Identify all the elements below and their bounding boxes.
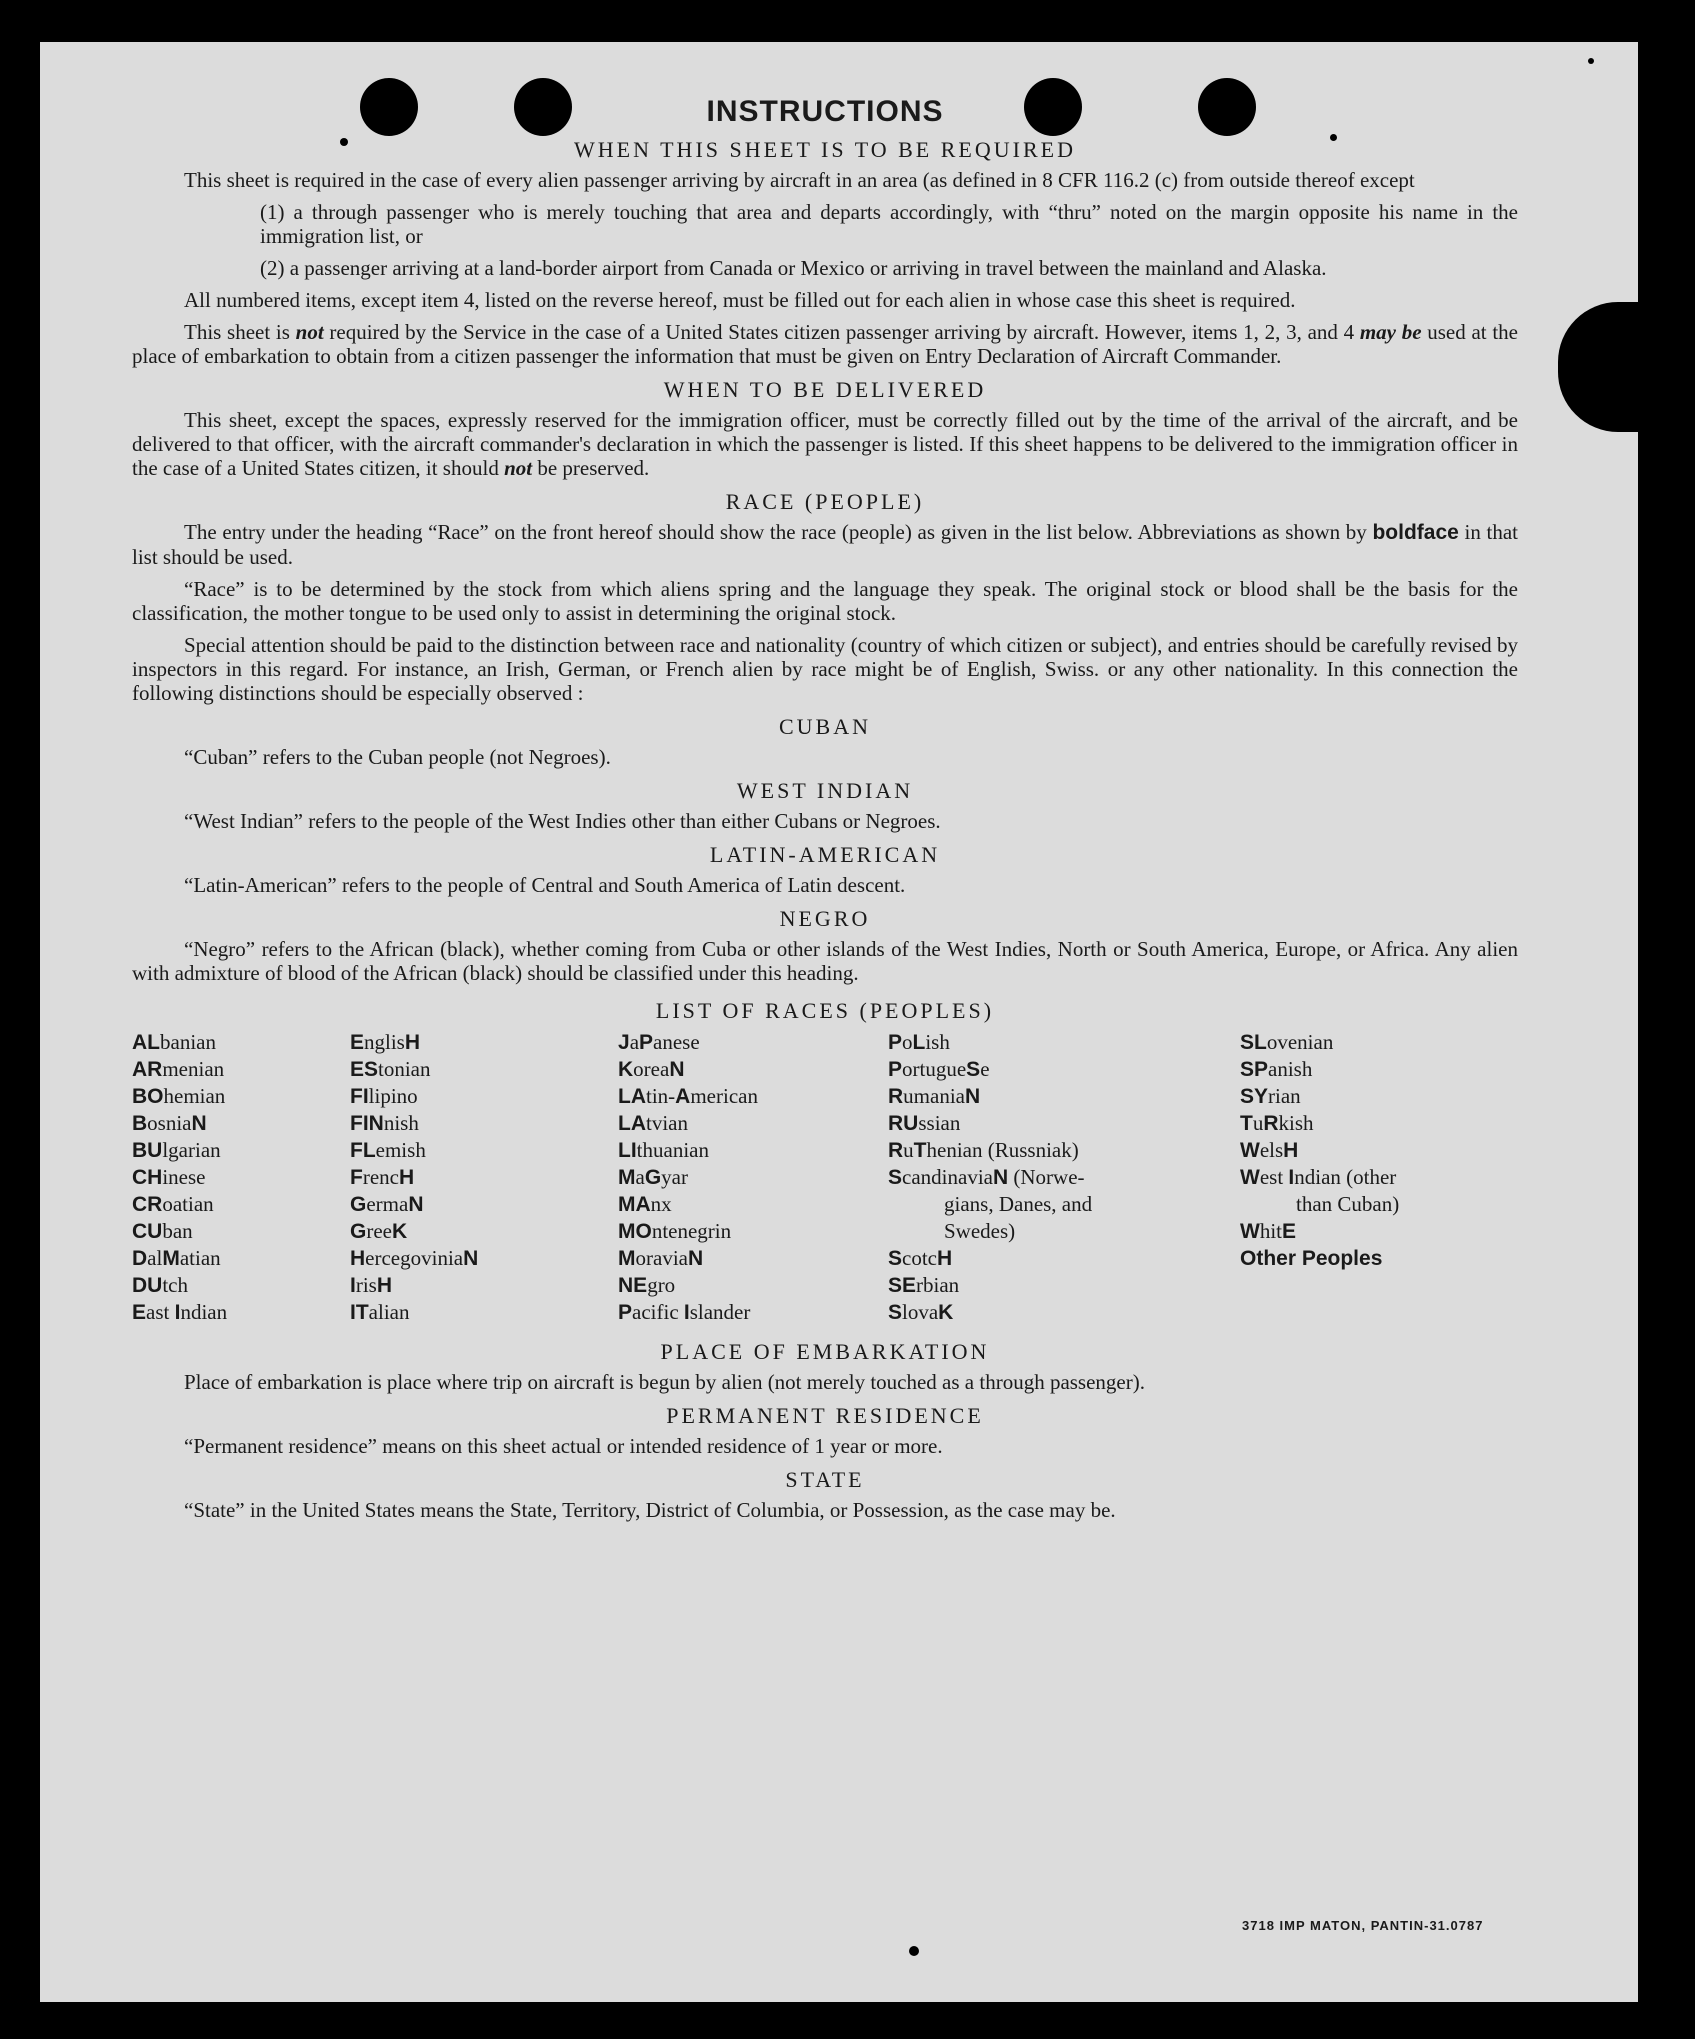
race-entry: [888, 1164, 1240, 1191]
race-abbrev: P: [888, 1058, 903, 1081]
race-text: tch: [162, 1273, 188, 1297]
race-text: ris: [355, 1273, 377, 1297]
emphasis-not: not: [504, 456, 533, 480]
race-entry: [618, 1299, 888, 1326]
race-entry: [1240, 1218, 1510, 1245]
race-text: a: [635, 1165, 645, 1189]
races-column: [132, 1029, 350, 1326]
race-abbrev: RU: [888, 1112, 919, 1135]
race-entry: [888, 1245, 1240, 1272]
race-text: u: [1252, 1111, 1264, 1135]
race-entry: [618, 1137, 888, 1164]
text-run: be preserved.: [532, 456, 650, 480]
race-text: orea: [633, 1057, 670, 1081]
when-required-intro: This sheet is required in the case of every alien passenger arriving by aircraft in an area (as defined in 8 CFR 116.2 (c) from outside thereof except: [184, 168, 1415, 192]
race-text: thuanian: [636, 1138, 709, 1162]
race-entry: [618, 1056, 888, 1083]
race-entry: [132, 1191, 350, 1218]
race-entry: [1240, 1191, 1510, 1218]
race-text: emish: [375, 1138, 426, 1162]
race-entry: [618, 1191, 888, 1218]
race-abbrev: T: [1240, 1112, 1253, 1135]
state-text: “State” in the United States means the State, Territory, District of Columbia, or Possession, as the case may be.: [184, 1498, 1116, 1522]
race-abbrev: E: [132, 1301, 147, 1324]
race-entry: [350, 1299, 618, 1326]
race-entry: [888, 1083, 1240, 1110]
race-abbrev: N: [191, 1112, 207, 1135]
race-entry: [350, 1245, 618, 1272]
race-abbrev: G: [644, 1166, 662, 1189]
race-abbrev: E: [350, 1031, 365, 1054]
race-entry: [1240, 1164, 1510, 1191]
race-abbrev: I: [683, 1301, 690, 1324]
race-text: ssian: [918, 1111, 961, 1135]
race-abbrev: H: [376, 1274, 393, 1297]
race-text: acific: [632, 1300, 684, 1324]
emphasis-may-be: may be: [1359, 320, 1422, 344]
race-abbrev: CR: [132, 1193, 163, 1216]
race-abbrev: R: [888, 1085, 904, 1108]
race-entry: [132, 1299, 350, 1326]
race-text: cotc: [902, 1246, 937, 1270]
residence-text: “Permanent residence” means on this sheet actual or intended residence of 1 year or more.: [184, 1434, 943, 1458]
race-abbrev: E: [1282, 1220, 1297, 1243]
text-run: This sheet, except the spaces, expressly reserved for the immigration officer, must be correctly filled out by the time of the arrival of the aircraft, and be delivered to that officer, with the aircraft commander's declaration in which the passenger is listed. If this sheet happens to be delivered to the immigration officer in the case of a United States citizen, it should: [132, 408, 1518, 480]
race-abbrev: P: [618, 1301, 633, 1324]
exception-1: (1) a through passenger who is merely touching that area and departs accordingly, with “thru” noted on the margin opposite his name in the immigration list, or: [260, 200, 1518, 248]
race-entry: [618, 1110, 888, 1137]
race-abbrev: SE: [888, 1274, 917, 1297]
race-text: merican: [690, 1084, 758, 1108]
race-abbrev: D: [132, 1247, 148, 1270]
race-abbrev: FI: [350, 1085, 369, 1108]
text-run: This sheet is: [184, 320, 296, 344]
race-abbrev: J: [618, 1031, 630, 1054]
race-text: anese: [653, 1030, 700, 1054]
race-abbrev: MO: [618, 1220, 652, 1243]
definition-heading-west-indian: WEST INDIAN: [736, 778, 914, 803]
race-entry: [350, 1191, 618, 1218]
race-entry: [888, 1110, 1240, 1137]
section-heading-residence: PERMANENT RESIDENCE: [666, 1403, 984, 1428]
race-abbrev: ES: [350, 1058, 379, 1081]
race-text: e: [980, 1057, 990, 1081]
race-abbrev: M: [618, 1166, 636, 1189]
race-text: ovenian: [1266, 1030, 1334, 1054]
race-abbrev: S: [966, 1058, 981, 1081]
race-text: rbian: [916, 1273, 960, 1297]
definition-west-indian: “West Indian” refers to the people of the West Indies other than either Cubans or Negroes.: [184, 809, 941, 833]
race-abbrev: H: [404, 1031, 421, 1054]
race-abbrev: Other Peoples: [1240, 1247, 1383, 1270]
race-text: erma: [366, 1192, 409, 1216]
races-column: [350, 1029, 618, 1326]
race-text: lgarian: [162, 1138, 221, 1162]
race-text: els: [1259, 1138, 1284, 1162]
definition-heading-latin-american: LATIN-AMERICAN: [709, 842, 941, 867]
page-title: INSTRUCTIONS: [706, 95, 944, 128]
race-abbrev: H: [1283, 1139, 1299, 1162]
race-abbrev: K: [938, 1301, 954, 1324]
race-text: rian: [1268, 1084, 1301, 1108]
race-entry: [888, 1191, 1240, 1218]
section-heading-when-required: WHEN THIS SHEET IS TO BE REQUIRED: [574, 137, 1076, 162]
race-abbrev: T: [913, 1139, 927, 1162]
race-abbrev: H: [398, 1166, 415, 1189]
races-column: [618, 1029, 888, 1326]
race-text: a: [629, 1030, 640, 1054]
speck: [1588, 58, 1594, 64]
race-entry: [888, 1029, 1240, 1056]
race-entry: [888, 1056, 1240, 1083]
definition-heading-cuban: CUBAN: [778, 714, 871, 739]
race-abbrev: AL: [132, 1031, 160, 1054]
race-entry: [350, 1137, 618, 1164]
citizen-paragraph: [132, 320, 1518, 368]
race-abbrev: S: [888, 1247, 903, 1270]
numbered-items-paragraph: All numbered items, except item 4, listed on the reverse hereof, must be filled out for each alien in whose case this sheet is required.: [184, 288, 1296, 312]
race-abbrev: I: [350, 1274, 356, 1297]
race-text: gro: [647, 1273, 676, 1297]
races-column: [888, 1029, 1240, 1326]
race-abbrev: R: [888, 1139, 904, 1162]
race-entry: [132, 1245, 350, 1272]
race-abbrev: SP: [1240, 1058, 1269, 1081]
text-run: used at the place of embarkation to obtain from a citizen passenger the information that must be given on Entry Declaration of Aircraft Commander.: [132, 320, 1518, 368]
race-text: ercegovinia: [365, 1246, 464, 1270]
race-abbrev: LA: [618, 1085, 646, 1108]
definition-cuban: “Cuban” refers to the Cuban people (not Negroes).: [184, 745, 611, 769]
races-list-heading: LIST OF RACES (PEOPLES): [655, 998, 995, 1023]
race-entry: [350, 1272, 618, 1299]
race-abbrev: H: [350, 1247, 366, 1270]
race-entry: [1240, 1083, 1510, 1110]
race-abbrev: MA: [618, 1193, 651, 1216]
race-entry: [132, 1083, 350, 1110]
race-text: ntenegrin: [651, 1219, 732, 1243]
race-entry: [1240, 1056, 1510, 1083]
race-abbrev: B: [132, 1112, 148, 1135]
race-entry: [1240, 1110, 1510, 1137]
embarkation-text: Place of embarkation is place where trip on aircraft is begun by alien (not merely touched as a through passenger).: [184, 1370, 1145, 1394]
race-abbrev: N: [463, 1247, 479, 1270]
race-text: tvian: [646, 1111, 688, 1135]
race-abbrev: G: [350, 1220, 367, 1243]
race-paragraph-2: “Race” is to be determined by the stock from which aliens spring and the language they speak. The original stock or blood shall be the basis for the classification, the mother tongue to be used only to assist in determining the original stock.: [132, 577, 1518, 625]
race-text: tin-: [646, 1084, 676, 1108]
race-text: tonian: [378, 1057, 431, 1081]
race-abbrev: NE: [618, 1274, 648, 1297]
race-text: oatian: [162, 1192, 214, 1216]
emphasis-not: not: [295, 320, 324, 344]
race-abbrev: K: [391, 1220, 408, 1243]
race-abbrev: BO: [132, 1085, 164, 1108]
race-text: yar: [661, 1165, 688, 1189]
race-abbrev: S: [888, 1301, 903, 1324]
race-abbrev: N: [368, 1112, 384, 1135]
race-entry: [1240, 1137, 1510, 1164]
race-entry: [350, 1029, 618, 1056]
race-abbrev: M: [618, 1247, 636, 1270]
race-text: than Cuban): [1296, 1192, 1400, 1216]
race-abbrev: M: [162, 1247, 180, 1270]
boldface-word: boldface: [1372, 521, 1459, 544]
race-entry: [132, 1110, 350, 1137]
race-text: menian: [162, 1057, 225, 1081]
race-entry: [132, 1164, 350, 1191]
section-heading-race: RACE (PEOPLE): [725, 489, 925, 514]
race-text: alian: [368, 1300, 410, 1324]
section-heading-embarkation: PLACE OF EMBARKATION: [660, 1339, 990, 1364]
race-entry: [888, 1137, 1240, 1164]
race-entry: [132, 1137, 350, 1164]
race-text: hemian: [163, 1084, 226, 1108]
race-text: anish: [1268, 1057, 1313, 1081]
race-text: ast: [146, 1300, 175, 1324]
race-text: (Norwe-: [1008, 1165, 1085, 1189]
race-entry: [618, 1245, 888, 1272]
race-abbrev: N: [992, 1166, 1009, 1189]
race-abbrev: W: [1240, 1220, 1260, 1243]
race-text: umania: [903, 1084, 965, 1108]
race-abbrev: N: [408, 1193, 424, 1216]
text-run: required by the Service in the case of a United States citizen passenger arriving by aircraft. However, items 1, 2, 3, and 4: [323, 320, 1360, 344]
race-entry: [350, 1110, 618, 1137]
race-abbrev: W: [1240, 1139, 1260, 1162]
race-text: ree: [366, 1219, 392, 1243]
race-text: est: [1259, 1165, 1289, 1189]
race-paragraph-3: Special attention should be paid to the distinction between race and nationality (country of which citizen or subject), and entries should be carefully revised by inspectors in this regard. For instance, an Irish, German, or French alien by race might be of English, Swiss. or any other nationality. In this connection the following distinctions should be especially observed :: [132, 633, 1518, 705]
race-entry: [350, 1164, 618, 1191]
section-heading-when-delivered: WHEN TO BE DELIVERED: [663, 377, 987, 402]
race-abbrev: CU: [132, 1220, 163, 1243]
race-text: henian (Russniak): [926, 1138, 1079, 1162]
races-column: [1240, 1029, 1510, 1326]
race-entry: [132, 1218, 350, 1245]
race-text: ban: [162, 1219, 193, 1243]
race-abbrev: A: [675, 1085, 691, 1108]
race-text: banian: [160, 1030, 216, 1054]
text-run: in that list should be used.: [132, 520, 1519, 569]
race-abbrev: DU: [132, 1274, 163, 1297]
section-heading-state: STATE: [785, 1467, 865, 1492]
race-abbrev: S: [888, 1166, 903, 1189]
text-run: The entry under the heading “Race” on the front hereof should show the race (people) as given in the list below. Abbreviations as shown by: [184, 520, 1373, 544]
race-text: gians, Danes, and: [944, 1192, 1093, 1216]
race-text: ndian (other: [1294, 1165, 1397, 1189]
definition-heading-negro: NEGRO: [779, 906, 871, 931]
race-text: lova: [902, 1300, 939, 1324]
race-entry: [1240, 1245, 1510, 1272]
race-text: u: [903, 1138, 914, 1162]
race-text: nx: [650, 1192, 672, 1216]
race-entry: [132, 1272, 350, 1299]
race-entry: [888, 1272, 1240, 1299]
race-text: lipino: [368, 1084, 418, 1108]
exception-2: (2) a passenger arriving at a land-border airport from Canada or Mexico or arriving in travel between the mainland and Alaska.: [260, 256, 1327, 280]
definition-latin-american: “Latin-American” refers to the people of Central and South America of Latin descent.: [184, 873, 906, 897]
race-entry: [350, 1083, 618, 1110]
race-abbrev: IT: [350, 1301, 369, 1324]
race-text: nish: [383, 1111, 419, 1135]
race-text: oravia: [635, 1246, 688, 1270]
race-abbrev: P: [639, 1031, 654, 1054]
race-text: candinavia: [902, 1165, 993, 1189]
race-abbrev: K: [618, 1058, 634, 1081]
speck: [909, 1946, 919, 1956]
races-list: [132, 1029, 1518, 1326]
race-entry: [618, 1164, 888, 1191]
race-text: al: [147, 1246, 163, 1270]
race-abbrev: SY: [1240, 1085, 1269, 1108]
race-abbrev: L: [912, 1031, 926, 1054]
race-abbrev: SL: [1240, 1031, 1267, 1054]
race-abbrev: W: [1240, 1166, 1260, 1189]
race-abbrev: FI: [350, 1112, 369, 1135]
race-abbrev: F: [350, 1166, 363, 1189]
race-text: kish: [1278, 1111, 1314, 1135]
race-entry: [132, 1029, 350, 1056]
race-entry: [618, 1272, 888, 1299]
race-abbrev: N: [669, 1058, 685, 1081]
race-entry: [888, 1218, 1240, 1245]
race-entry: [618, 1083, 888, 1110]
race-paragraph-1: [132, 520, 1518, 569]
race-entry: [350, 1056, 618, 1083]
race-entry: [350, 1218, 618, 1245]
race-text: ortugue: [902, 1057, 967, 1081]
race-entry: [1240, 1029, 1510, 1056]
definition-negro: “Negro” refers to the African (black), whether coming from Cuba or other islands of the West Indies, North or South America, Europe, or Africa. Any alien with admixture of blood of the African (black) should be classified under this heading.: [132, 937, 1518, 985]
race-entry: [888, 1299, 1240, 1326]
race-abbrev: AR: [132, 1058, 163, 1081]
race-abbrev: FL: [350, 1139, 376, 1162]
race-abbrev: BU: [132, 1139, 163, 1162]
instructions-content: [132, 95, 1519, 1530]
race-abbrev: LI: [618, 1139, 637, 1162]
race-entry: [132, 1056, 350, 1083]
race-entry: [618, 1029, 888, 1056]
race-abbrev: G: [350, 1193, 367, 1216]
race-text: nglis: [364, 1030, 405, 1054]
race-abbrev: N: [964, 1085, 981, 1108]
race-abbrev: N: [687, 1247, 704, 1270]
race-text: Swedes): [944, 1219, 1016, 1243]
race-text: renc: [362, 1165, 399, 1189]
race-abbrev: I: [1288, 1166, 1295, 1189]
race-abbrev: CH: [132, 1166, 163, 1189]
form-code: 3718 IMP MATON, PANTIN-31.0787: [1242, 1918, 1484, 1933]
race-text: ish: [925, 1030, 950, 1054]
race-abbrev: R: [1263, 1112, 1279, 1135]
race-text: osnia: [147, 1111, 192, 1135]
race-text: atian: [179, 1246, 221, 1270]
race-entry: [618, 1218, 888, 1245]
race-abbrev: LA: [618, 1112, 646, 1135]
race-text: hit: [1259, 1219, 1282, 1243]
race-abbrev: H: [937, 1247, 953, 1270]
race-text: slander: [689, 1300, 751, 1324]
race-text: o: [902, 1030, 913, 1054]
torn-edge: [1558, 302, 1638, 432]
delivered-paragraph: [132, 408, 1518, 480]
race-abbrev: I: [174, 1301, 181, 1324]
race-abbrev: P: [888, 1031, 903, 1054]
race-text: ndian: [180, 1300, 228, 1324]
race-text: inese: [162, 1165, 206, 1189]
